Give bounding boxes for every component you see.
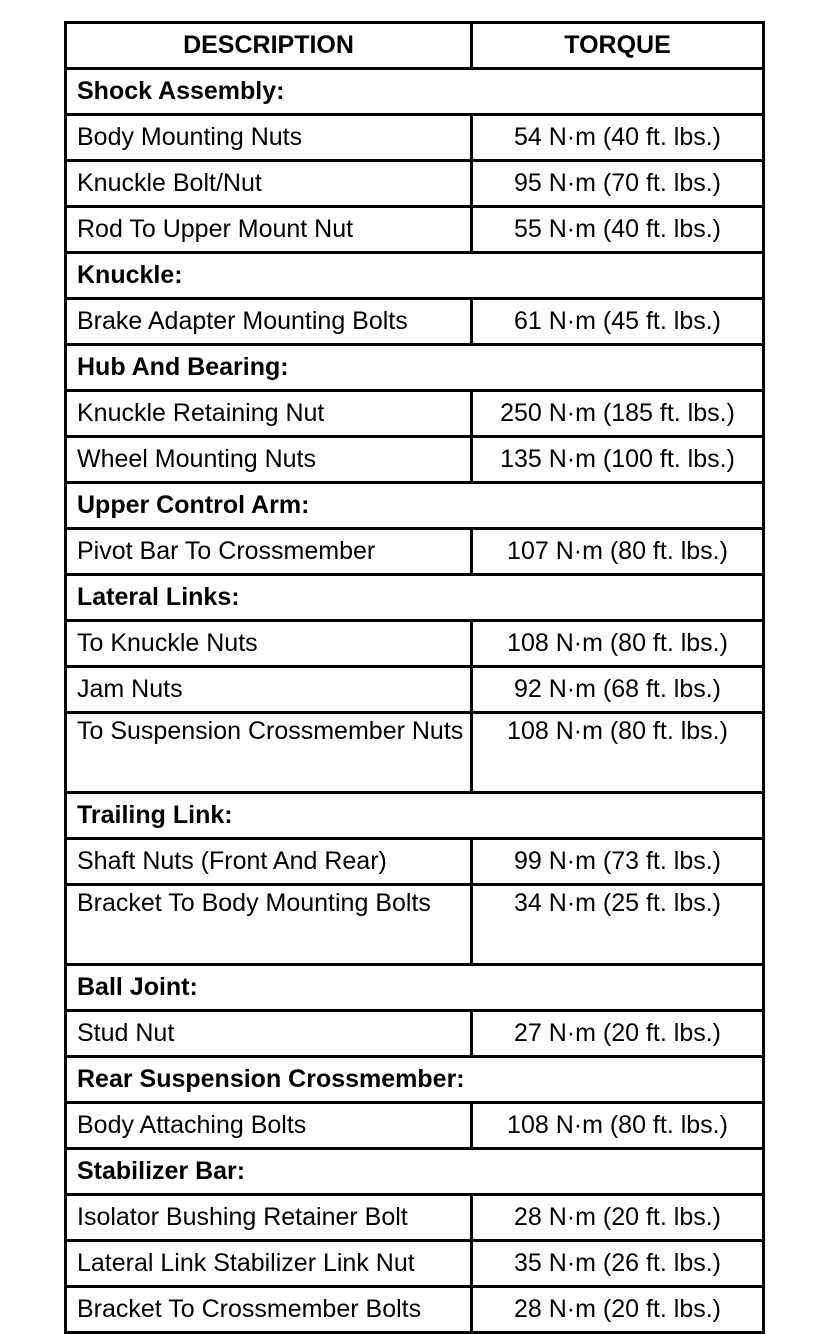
table-row (66, 1241, 764, 1287)
description-cell: To Suspension Crossmember Nuts (66, 713, 472, 793)
section-title: Stabilizer Bar: (66, 1149, 764, 1195)
description-cell: Bracket To Crossmember Bolts (66, 1287, 472, 1333)
section-header-row (66, 1149, 764, 1195)
torque-cell: 92 N·m (68 ft. lbs.) (472, 667, 764, 713)
torque-cell: 135 N·m (100 ft. lbs.) (472, 437, 764, 483)
torque-cell: 250 N·m (185 ft. lbs.) (472, 391, 764, 437)
section-title: Rear Suspension Crossmember: (66, 1057, 764, 1103)
section-header-row (66, 793, 764, 839)
section-title: Ball Joint: (66, 965, 764, 1011)
table-row (66, 115, 764, 161)
torque-cell: 107 N·m (80 ft. lbs.) (472, 529, 764, 575)
torque-cell: 35 N·m (26 ft. lbs.) (472, 1241, 764, 1287)
torque-cell: 54 N·m (40 ft. lbs.) (472, 115, 764, 161)
torque-specification-table (64, 21, 765, 1334)
section-title: Trailing Link: (66, 793, 764, 839)
description-cell: Lateral Link Stabilizer Link Nut (66, 1241, 472, 1287)
table-row (66, 1287, 764, 1333)
torque-cell: 61 N·m (45 ft. lbs.) (472, 299, 764, 345)
description-cell: Brake Adapter Mounting Bolts (66, 299, 472, 345)
table-row (66, 1195, 764, 1241)
table-row (66, 391, 764, 437)
description-cell: Knuckle Retaining Nut (66, 391, 472, 437)
description-cell: Wheel Mounting Nuts (66, 437, 472, 483)
section-title: Shock Assembly: (66, 69, 764, 115)
section-header-row (66, 345, 764, 391)
description-cell: To Knuckle Nuts (66, 621, 472, 667)
table-row (66, 667, 764, 713)
section-header-row (66, 965, 764, 1011)
table-row (66, 207, 764, 253)
description-cell: Knuckle Bolt/Nut (66, 161, 472, 207)
torque-cell: 55 N·m (40 ft. lbs.) (472, 207, 764, 253)
section-header-row (66, 483, 764, 529)
section-header-row (66, 575, 764, 621)
table-row (66, 299, 764, 345)
section-header-row (66, 69, 764, 115)
torque-cell: 27 N·m (20 ft. lbs.) (472, 1011, 764, 1057)
description-cell: Rod To Upper Mount Nut (66, 207, 472, 253)
section-header-row (66, 253, 764, 299)
torque-cell: 99 N·m (73 ft. lbs.) (472, 839, 764, 885)
torque-cell: 95 N·m (70 ft. lbs.) (472, 161, 764, 207)
table-row (66, 839, 764, 885)
torque-cell: 108 N·m (80 ft. lbs.) (472, 713, 764, 793)
column-header-torque: TORQUE (472, 23, 764, 69)
torque-cell: 28 N·m (20 ft. lbs.) (472, 1287, 764, 1333)
section-title: Knuckle: (66, 253, 764, 299)
column-header-description: DESCRIPTION (66, 23, 472, 69)
table-row (66, 885, 764, 965)
section-title: Lateral Links: (66, 575, 764, 621)
section-header-row (66, 1057, 764, 1103)
description-cell: Body Attaching Bolts (66, 1103, 472, 1149)
table-header-row (66, 23, 764, 69)
torque-cell: 108 N·m (80 ft. lbs.) (472, 1103, 764, 1149)
table-row (66, 161, 764, 207)
table-row (66, 621, 764, 667)
description-cell: Bracket To Body Mounting Bolts (66, 885, 472, 965)
table-body (66, 69, 764, 1333)
description-cell: Body Mounting Nuts (66, 115, 472, 161)
description-cell: Isolator Bushing Retainer Bolt (66, 1195, 472, 1241)
section-title: Hub And Bearing: (66, 345, 764, 391)
description-cell: Jam Nuts (66, 667, 472, 713)
torque-cell: 28 N·m (20 ft. lbs.) (472, 1195, 764, 1241)
table-row (66, 437, 764, 483)
table-row (66, 1011, 764, 1057)
table-row (66, 529, 764, 575)
section-title: Upper Control Arm: (66, 483, 764, 529)
table-row (66, 1103, 764, 1149)
description-cell: Pivot Bar To Crossmember (66, 529, 472, 575)
description-cell: Stud Nut (66, 1011, 472, 1057)
torque-cell: 34 N·m (25 ft. lbs.) (472, 885, 764, 965)
torque-cell: 108 N·m (80 ft. lbs.) (472, 621, 764, 667)
table-row (66, 713, 764, 793)
description-cell: Shaft Nuts (Front And Rear) (66, 839, 472, 885)
